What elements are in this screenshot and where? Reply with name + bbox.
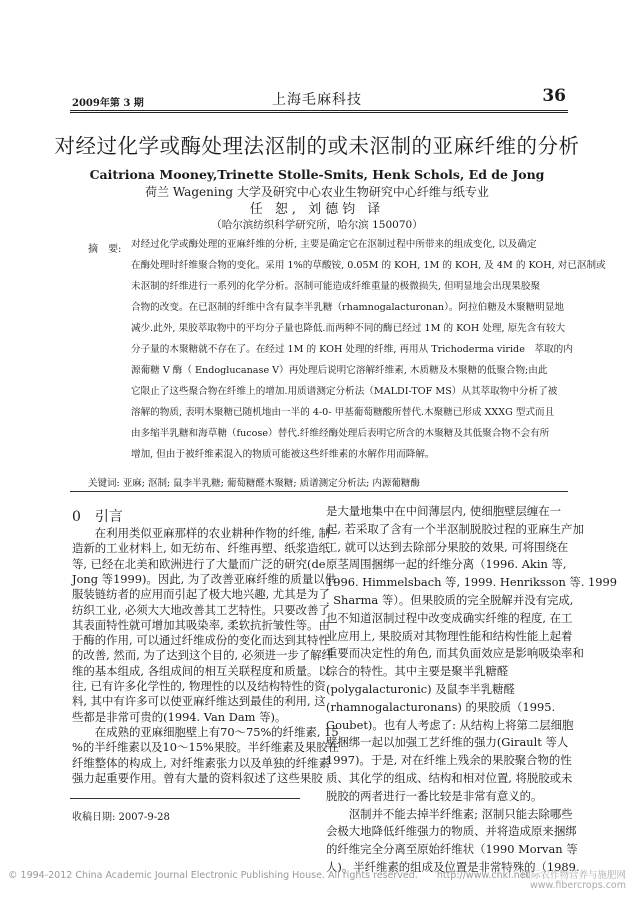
body-line: 在成熟的亚麻细胞壁上有70～75%的纤维素, 15: [72, 724, 339, 739]
body-line: Goubet)。也有人考虑了: 从结构上将第二层细胞: [326, 717, 574, 732]
body-line: 原茎周围捆绑一起的纤维分离（1996. Akin 等,: [326, 557, 567, 572]
translator-affiliation: （哈尔滨纺织科学研究所，哈尔滨 150070）: [211, 219, 423, 231]
body-line: 强力起重要作用。曾有大量的资料叙述了这些果胶: [72, 770, 323, 785]
body-line: 在利用类似亚麻那样的农业耕种作物的纤维, 制: [72, 526, 330, 540]
abstract-line: 对经过化学或酶处理的亚麻纤维的分析, 主要是确定它在沤制过程中所带来的组成变化, 以及确定: [131, 239, 537, 250]
authors: Caitriona Mooney,Trinette Stolle-Smits, Henk Schols, Ed de Jong: [89, 167, 545, 182]
body-line: 人)。半纤维素的组成及位置是非常特殊的（1989.: [326, 860, 580, 874]
body-line: 服装链纺者的应用而引起了极大地兴趣, 尤其是为了: [72, 587, 330, 602]
copyright-footer: © 1994-2012 China Academic Journal Electronic Publishing House. All rights reserved. http://www.cnki.net: [8, 870, 530, 881]
body-line: 造新的工业材料上, 如无纺布、纤维再塑、纸浆造纸: [72, 541, 330, 556]
body-line: 1996. Himmelsbach 等, 1999. Henriksson 等. 1999: [326, 575, 618, 590]
body-line: 的纤维完全分离至原始纤维状（1990 Morvan 等: [326, 842, 578, 857]
body-line: 的改善, 然而, 为了达到这个目的, 必须进一步了解纤: [72, 648, 333, 663]
body-line: (rhamnogalacturonans) 的果胶质（1995.: [326, 699, 556, 714]
body-line: 等, 已经在北美和欧洲进行了大量而广泛的研究(de: [72, 556, 326, 571]
issue-label: 2009年第 3 期: [72, 98, 144, 109]
body-line: 工, 就可以达到去除部分果胶的效果, 可将围绕在: [326, 539, 569, 554]
keywords: 关键词: 亚麻; 沤制; 鼠李半乳糖; 葡萄糖醛木聚糖; 质谱测定分析法; 内源葡糖酶: [88, 478, 420, 489]
abstract-line: 合物的改变。在已沤制的纤维中含有鼠李半乳糖（rhamnogalacturonan）。阿拉伯糖及木聚糖明显地: [131, 302, 565, 313]
abstract-line: 溶解的物质, 表明木聚糖已随机地由一半的 4-0- 甲基葡萄糖酸所替代.木聚糖已形成 XXXG 型式而且: [131, 407, 555, 418]
body-line: 会极大地降低纤维强力的物质、并将造成原来捆绑: [326, 824, 577, 839]
translators: 任 恕, 刘德钧 译: [249, 202, 385, 217]
section-heading: 0 引言: [72, 509, 123, 525]
abstract-line: 分子量的木聚糖就不存在了。在经过 1M 的 KOH 处理的纤维, 再用从 Trichoderma viride 萃取的内: [131, 344, 573, 355]
abstract-line: 由多缩半乳糖和海草糖（fucose）替代.纤维经酶处理后表明它所含的木聚糖及其低聚合物不会有所: [131, 428, 550, 439]
paper-title: 对经过化学或酶处理法沤制的或未沤制的亚麻纤维的分析: [54, 134, 580, 158]
body-line: %的半纤维素以及10～15%果胶。半纤维素及果胶在: [72, 740, 340, 755]
header-rule-double: [70, 112, 568, 113]
body-line: 沤制并不能去掉半纤维素; 沤制只能去除哪些: [326, 806, 573, 821]
header-rule: [70, 110, 568, 111]
body-line: 是大量地集中在中间薄层内, 使细胞壁层缠在一: [326, 504, 562, 518]
body-line: 纤维整体的构成上, 对纤维素张力以及单独的纤维素: [72, 755, 330, 770]
body-line: 综合的特性。其中主要是聚半乳糖醛: [326, 664, 509, 679]
body-line: 重要而决定性的角色, 而其负面效应是影响吸染率和: [326, 646, 584, 661]
abstract-line: 在酶处理时纤维聚合物的变化。采用 1%的草酸铵, 0.05M 的 KOH, 1M 的 KOH, 及 4M 的 KOH, 对已沤制或: [131, 260, 606, 271]
abstract-line: 增加, 但由于被纤维素混入的物质可能被这些纤维素的水解作用而降解。: [131, 449, 435, 460]
body-line: 往, 已有许多化学性的, 物理性的以及结构特性的资: [72, 679, 326, 693]
abstract-line: 减少.此外, 果胶萃取物中的平均分子量也降低.而两种不同的酶已经过 1M 的 KOH 处理, 原先含有较大: [131, 323, 566, 334]
abstract-label: 摘 要:: [88, 244, 122, 255]
journal-name: 上海毛麻科技: [272, 92, 362, 108]
watermark-text: 国际农作物营养与施肥网: [521, 870, 626, 881]
abstract-line: 未沤制的纤维进行一系列的化学分析。沤制可能造成纤维重量的极微损失, 但明显地会出现果胶聚: [131, 281, 541, 292]
body-line: Jong 等1999)。因此, 为了改善亚麻纤维的质量以供: [72, 571, 336, 586]
body-line: 1997)。于是, 对在纤维上残余的果胶聚合物的性: [326, 753, 572, 768]
body-line: 其表面特性就可增加其吸染率, 柔软抗折皱性等。由: [72, 617, 330, 632]
body-line: 于酶的作用, 可以通过纤维成份的变化而达到其特性: [72, 633, 330, 648]
body-line: 料, 其中有许多可以使亚麻纤维达到最佳的利用, 这: [72, 694, 326, 709]
abstract-rule: [70, 491, 568, 492]
body-line: 纺织工业, 必须大大地改善其工艺特性。只要改善了: [72, 602, 330, 617]
body-line: (polygalacturonic) 及鼠李半乳糖醛: [326, 682, 515, 696]
body-line: 起, 若采取了含有一个半沤制脱胶过程的亚麻生产加: [326, 521, 584, 536]
author-affiliation: 荷兰 Wagening 大学及研究中心农业生物研究中心纤维与纸专业: [145, 185, 489, 199]
body-line: . Sharma 等）。但果胶质的完全脱解并没有完成,: [326, 593, 574, 607]
footnote-rule: [70, 798, 300, 799]
abstract-line: 它限止了这些聚合物在纤维上的增加.用质谱测定分析法（MALDI-TOF MS）从其萃取物中分析了被: [131, 386, 558, 397]
body-line: 壁捆绑一起以加强工艺纤维的强力(Girault 等人: [326, 735, 569, 750]
body-line: 脱胶的两者进行一番比较是非常有意义的。: [326, 788, 543, 803]
received-date: 收稿日期: 2007-9-28: [72, 812, 170, 823]
body-line: 维的基本组成, 各组成间的相互关联程度和质量。以: [72, 663, 330, 678]
body-line: 质、其化学的组成、结构和相对位置, 将脱胶或未: [326, 771, 573, 785]
page-number: 36: [542, 86, 566, 106]
abstract-line: 源葡糖 V 酶（ Endoglucanase V）再处理后说明它溶解纤维素, 木质糖及木聚糖的低聚合物;由此: [131, 365, 548, 376]
body-line: 也不知道沤制过程中改变成确实纤维的程度, 在工: [326, 610, 573, 625]
body-line: 些都是非常可贵的(1994. Van Dam 等)。: [72, 709, 287, 724]
body-line: 业应用上, 果胶质对其物理性能和结构性能上起着: [326, 628, 573, 643]
watermark-url: www.fibercrops.com: [529, 880, 626, 891]
